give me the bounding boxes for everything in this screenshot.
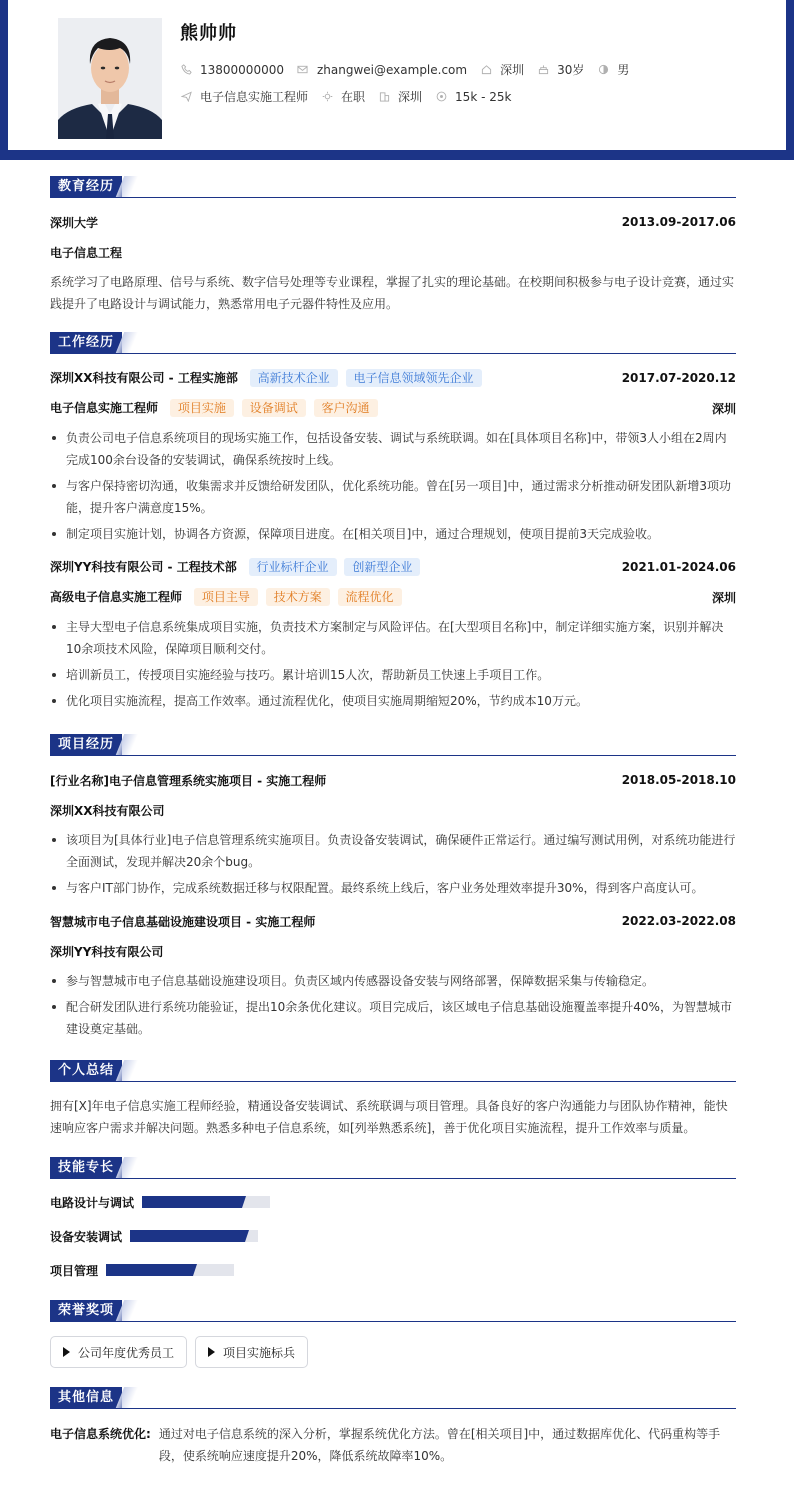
- gender-icon: [597, 64, 609, 76]
- project-bullets: [50, 970, 736, 1040]
- mail-icon: [297, 64, 309, 76]
- city-text: 深圳: [500, 63, 525, 77]
- header-card: [8, 0, 786, 150]
- work-section-header: [50, 332, 736, 354]
- company-tag: 创新型企业: [344, 558, 420, 576]
- work-location: 深圳: [711, 590, 736, 605]
- gender-item: [597, 61, 629, 78]
- section-title: 教育经历: [50, 176, 122, 197]
- work-role-row: [50, 587, 736, 607]
- salary-text: 15k - 25k: [455, 89, 512, 104]
- summary-section-header: [50, 1060, 736, 1082]
- major-row: [50, 242, 736, 262]
- target-job-text: 电子信息实施工程师: [200, 90, 309, 104]
- other-text: 通过对电子信息系统的深入分析，掌握系统优化方法。曾在[相关项目]中，通过数据库优化、代码重构等手段，使系统响应速度提升20%，降低系统故障率10%。: [158, 1427, 721, 1463]
- award-badge: [195, 1336, 308, 1368]
- email-text: zhangwei@example.com: [316, 62, 468, 77]
- skill-bar-fill: [142, 1196, 242, 1208]
- target-city-text: 深圳: [398, 90, 423, 104]
- send-icon: [180, 91, 192, 103]
- school-name: 深圳大学: [50, 215, 99, 230]
- summary-text: 拥有[X]年电子信息实施工程师经验，精通设备安装调试、系统联调与项目管理。具备良好的客户沟通能力与团队协作精神，能快速响应客户需求并解决问题。熟悉多种电子信息系统，如[列举熟悉系统]，善于优化项目实施流程，提升工作效率与质量。: [50, 1099, 728, 1135]
- work-period: 2021.01-2024.06: [621, 560, 736, 574]
- skill-item: [50, 1192, 399, 1212]
- skill-name: 电路设计与调试: [50, 1195, 135, 1210]
- section-title: 工作经历: [50, 332, 122, 353]
- project-entry-head: [50, 911, 736, 931]
- phone-icon: [180, 64, 192, 76]
- education-description: 系统学习了电路原理、信号与系统、数字信号处理等专业课程，掌握了扎实的理论基础。在校期间积极参与电子设计竞赛，通过实践提升了电路设计与调试能力，熟悉常用电子元器件特性及应用。: [50, 275, 735, 311]
- project-bullets: [50, 829, 736, 899]
- skill-tag: 流程优化: [338, 588, 402, 606]
- resume-body: [50, 176, 736, 1467]
- education-section-header: [50, 176, 736, 198]
- education-entry-head: [50, 212, 736, 232]
- cake-icon: [537, 64, 549, 76]
- awards-section-header: [50, 1300, 736, 1322]
- project-entry-head: [50, 770, 736, 790]
- list-item: 参与智慧城市电子信息基础设施建设项目。负责区域内传感器设备安装与网络部署，保障数据采集与传输稳定。: [50, 970, 736, 992]
- work-entry-head: [50, 368, 736, 388]
- list-item: 与客户保持密切沟通，收集需求并反馈给研发团队，优化系统功能。曾在[另一项目]中，通过需求分析推动研发团队新增3项功能，提升客户满意度15%。: [50, 475, 736, 519]
- project-company-row: [50, 941, 736, 961]
- status-text: 在职: [341, 90, 366, 104]
- profile-photo: [58, 18, 162, 139]
- work-role-row: [50, 398, 736, 418]
- award-badge: [50, 1336, 187, 1368]
- job-row: [180, 88, 524, 105]
- project-company-row: [50, 800, 736, 820]
- company-tag: 高新技术企业: [250, 369, 338, 387]
- work-entry: [50, 557, 736, 712]
- skill-tag: 客户沟通: [314, 399, 378, 417]
- major-name: 电子信息工程: [50, 245, 123, 260]
- list-item: 制定项目实施计划，协调各方资源，保障项目进度。在[相关项目]中，通过合理规划，使项目提前3天完成验收。: [50, 523, 736, 545]
- award-name: 项目实施标兵: [223, 1345, 296, 1360]
- job-title: 高级电子信息实施工程师: [50, 590, 183, 604]
- award-name: 公司年度优秀员工: [78, 1345, 175, 1360]
- resume-header: [0, 0, 794, 160]
- company-tag: 行业标杆企业: [249, 558, 337, 576]
- other-section-header: [50, 1387, 736, 1409]
- awards-list: [50, 1336, 736, 1368]
- play-icon: [63, 1347, 70, 1357]
- company-name: 深圳YY科技有限公司 - 工程技术部: [50, 560, 237, 574]
- job-title: 电子信息实施工程师: [50, 401, 159, 415]
- skill-tag: 项目主导: [194, 588, 258, 606]
- skill-bar-fill: [130, 1230, 245, 1242]
- target-city-item: [378, 88, 422, 105]
- project-name: [行业名称]电子信息管理系统实施项目 - 实施工程师: [50, 773, 327, 788]
- email-item: [297, 63, 467, 77]
- skill-bar: [142, 1196, 270, 1208]
- candidate-name: 熊帅帅: [180, 23, 237, 44]
- skill-name: 项目管理: [50, 1263, 99, 1278]
- project-name: 智慧城市电子信息基础设施建设项目 - 实施工程师: [50, 914, 316, 929]
- building-icon: [378, 91, 390, 103]
- skill-bar-fill: [106, 1264, 193, 1276]
- phone-text: 13800000000: [200, 62, 284, 77]
- list-item: 该项目为[具体行业]电子信息管理系统实施项目。负责设备安装调试，确保硬件正常运行。通过编写测试用例，对系统功能进行全面测试，发现并解决20余个bug。: [50, 829, 736, 873]
- work-period: 2017.07-2020.12: [621, 371, 736, 385]
- list-item: 培训新员工，传授项目实施经验与技巧。累计培训15人次，帮助新员工快速上手项目工作。: [50, 664, 736, 686]
- skills-list: [50, 1192, 736, 1294]
- salary-item: [435, 90, 511, 104]
- status-icon: [321, 91, 333, 103]
- target-job-item: [180, 88, 308, 105]
- work-location: 深圳: [711, 401, 736, 416]
- age-text: 30岁: [557, 63, 585, 77]
- list-item: 主导大型电子信息系统集成项目实施，负责技术方案制定与风险评估。在[大型项目名称]中，制定详细实施方案，识别并解决10余项技术风险，保障项目顺利交付。: [50, 616, 736, 660]
- list-item: 与客户IT部门协作，完成系统数据迁移与权限配置。最终系统上线后，客户业务处理效率提升30%，得到客户高度认可。: [50, 877, 736, 899]
- skill-item: [50, 1226, 399, 1246]
- list-item: 优化项目实施流程，提高工作效率。通过流程优化，使项目实施周期缩短20%，节约成本10万元。: [50, 690, 736, 712]
- phone-item: [180, 63, 284, 77]
- section-title: 其他信息: [50, 1387, 122, 1408]
- other-item: [50, 1423, 736, 1467]
- section-title: 荣誉奖项: [50, 1300, 122, 1321]
- age-item: [537, 61, 584, 78]
- gender-text: 男: [617, 63, 630, 77]
- home-icon: [480, 64, 492, 76]
- project-period: 2022.03-2022.08: [621, 914, 736, 928]
- skills-section-header: [50, 1157, 736, 1179]
- skill-bar: [130, 1230, 258, 1242]
- salary-icon: [435, 91, 447, 103]
- work-entry-head: [50, 557, 736, 577]
- list-item: 配合研发团队进行系统功能验证，提出10余条优化建议。项目完成后，该区域电子信息基础设施覆盖率提升40%，为智慧城市建设奠定基础。: [50, 996, 736, 1040]
- company-tag: 电子信息领域领先企业: [346, 369, 482, 387]
- project-period: 2018.05-2018.10: [621, 773, 736, 787]
- skill-item: [50, 1260, 399, 1280]
- skill-tag: 技术方案: [266, 588, 330, 606]
- section-title: 个人总结: [50, 1060, 122, 1081]
- other-label: 电子信息系统优化:: [50, 1427, 151, 1441]
- skill-tag: 设备调试: [242, 399, 306, 417]
- skill-name: 设备安装调试: [50, 1229, 123, 1244]
- work-bullets: [50, 427, 736, 545]
- skill-bar: [106, 1264, 234, 1276]
- contact-row: [180, 61, 642, 78]
- section-title: 技能专长: [50, 1157, 122, 1178]
- education-period: 2013.09-2017.06: [621, 215, 736, 229]
- work-entry: [50, 368, 736, 545]
- skill-tag: 项目实施: [170, 399, 234, 417]
- project-company: 深圳XX科技有限公司: [50, 803, 165, 818]
- project-section-header: [50, 734, 736, 756]
- project-company: 深圳YY科技有限公司: [50, 944, 164, 959]
- project-entry: [50, 911, 736, 1040]
- list-item: 负责公司电子信息系统项目的现场实施工作，包括设备安装、调试与系统联调。如在[具体项目名称]中，带领3人小组在2周内完成100余台设备的安装调试，确保系统按时上线。: [50, 427, 736, 471]
- work-bullets: [50, 616, 736, 712]
- project-entry: [50, 770, 736, 899]
- city-item: [480, 61, 524, 78]
- play-icon: [208, 1347, 215, 1357]
- section-title: 项目经历: [50, 734, 122, 755]
- company-name: 深圳XX科技有限公司 - 工程实施部: [50, 371, 238, 385]
- status-item: [321, 88, 365, 105]
